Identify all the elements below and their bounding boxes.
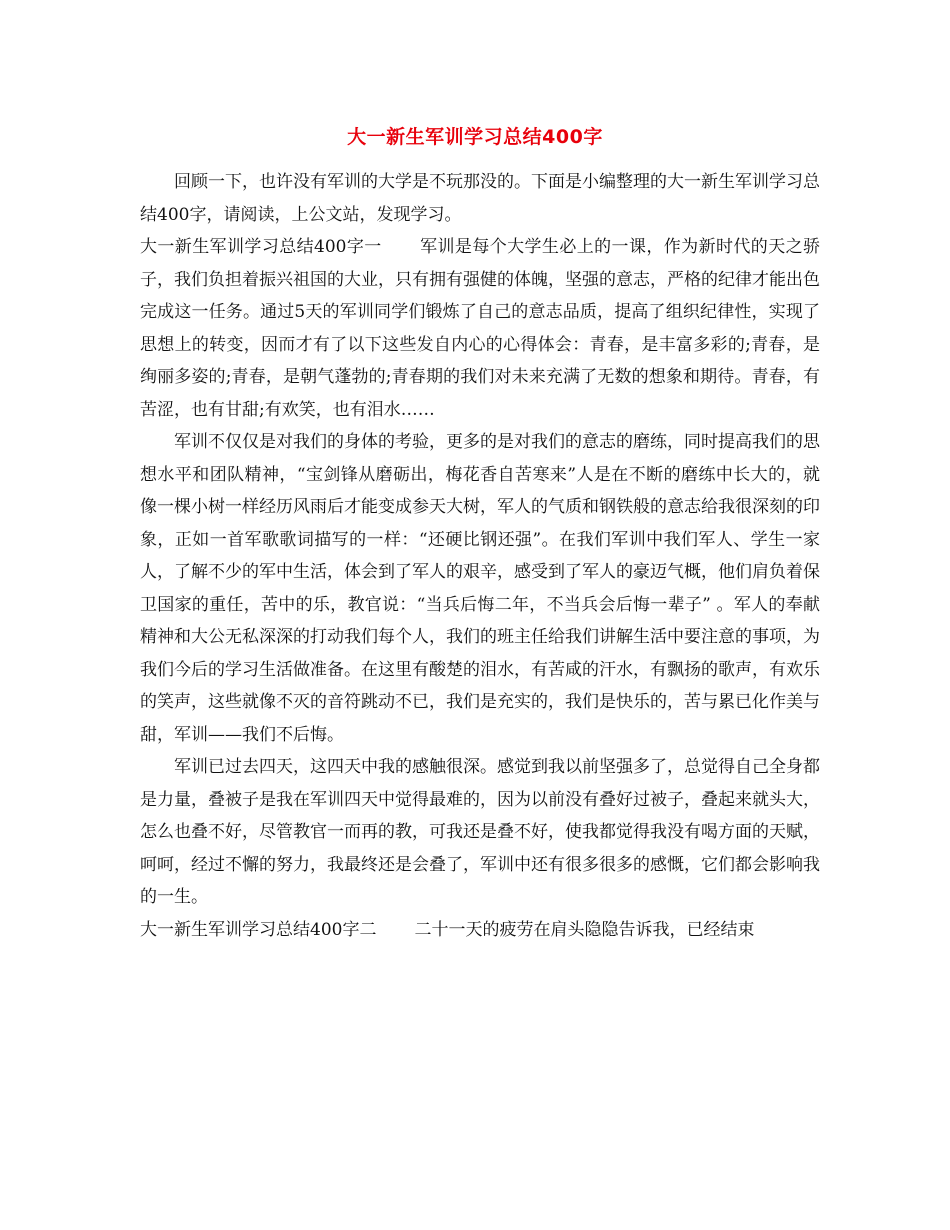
section-2-heading: 大一新生军训学习总结400字二 — [140, 919, 377, 940]
section-2 — [140, 914, 820, 947]
document-title: 大一新生军训学习总结400字 — [347, 126, 603, 148]
section-1 — [140, 231, 820, 426]
section-1-heading: 大一新生军训学习总结400字一 — [140, 237, 382, 257]
section-1-paragraph-3: 军训已过去四天，这四天中我的感触很深。感觉到我以前坚强多了，总觉得自己全身都是力量，叠被子是我在军训四天中觉得最难的，因为以前没有叠好过被子，叠起来就头大，怎么也叠不好，尽管教官一而再的教，可我还是叠不好，使我都觉得我没有喝方面的天赋，呵呵，经过不懈的努力，我最终还是会叠了，军训中还有很多很多的感慨，它们都会影响我的一生。 — [140, 757, 820, 907]
section-2-paragraph-1: 二十一天的疲劳在肩头隐隐告诉我，已经结束 — [414, 919, 755, 940]
section-1-paragraph-2: 军训不仅仅是对我们的身体的考验，更多的是对我们的意志的磨练，同时提高我们的思想水平和团队精神，“宝剑锋从磨砺出，梅花香自苦寒来”人是在不断的磨练中长大的，就像一棵小树一样经历风雨后才能变成参天大树，军人的气质和钢铁般的意志给我很深刻的印象，正如一首军歌歌词描写的一样：“还硬比钢还强”。在我们军训中我们军人、学生一家人，了解不少的军中生活，体会到了军人的艰辛，感受到了军人的豪迈气概，他们肩负着保卫国家的重任，苦中的乐，教官说：“当兵后悔二年，不当兵会后悔一辈子” 。军人的奉献精神和大公无私深深的打动我们每个人，我们的班主任给我们讲解生活中要注意的事项，为我们今后的学习生活做准备。在这里有酸楚的泪水，有苦咸的汗水，有飘扬的歌声，有欢乐的笑声，这些就像不灭的音符跳动不已，我们是充实的，我们是快乐的，苦与累已化作美与甜，军训——我们不后悔。 — [140, 432, 820, 745]
document-body — [140, 166, 820, 946]
section-1-paragraph-1: 军训是每个大学生必上的一课，作为新时代的天之骄子，我们负担着振兴祖国的大业，只有拥有强健的体魄，坚强的意志，严格的纪律才能出色完成这一任务。通过5天的军训同学们锻炼了自己的意志品质，提高了组织纪律性，实现了思想上的转变，因而才有了以下这些发自内心的心得体会：青春，是丰富多彩的;青春，是绚丽多姿的;青春，是朝气蓬勃的;青春期的我们对未来充满了无数的想象和期待。青春，有苦涩，也有甘甜;有欢笑，也有泪水…… — [140, 237, 820, 420]
intro-paragraph: 回顾一下，也许没有军训的大学是不玩那没的。下面是小编整理的大一新生军训学习总结400字，请阅读，上公文站，发现学习。 — [140, 172, 820, 225]
